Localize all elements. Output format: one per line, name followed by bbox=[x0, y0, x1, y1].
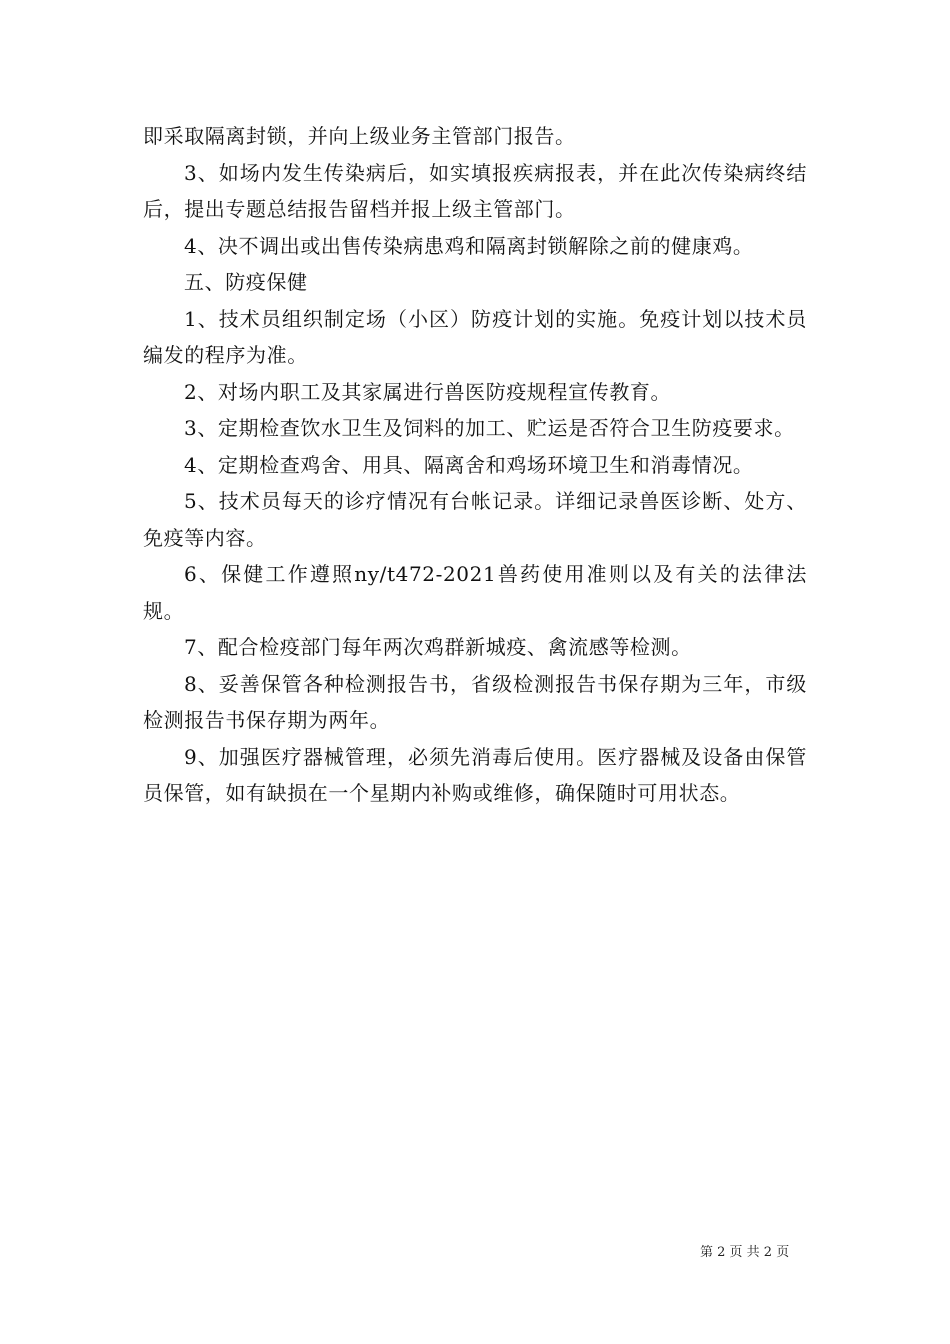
paragraph-item-7-testing: 7、配合检疫部门每年两次鸡群新城疫、禽流感等检测。 bbox=[184, 635, 692, 659]
document-body bbox=[143, 118, 807, 812]
paragraph-item-6-standards: 6、保健工作遵照ny/t472-2021兽药使用准则以及有关的法律法规。 bbox=[143, 562, 807, 623]
paragraph-item-8-reports: 8、妥善保管各种检测报告书，省级检测报告书保存期为三年，市级检测报告书保存期为两年。 bbox=[143, 671, 807, 732]
paragraph-item-4-no-sale: 4、决不调出或出售传染病患鸡和隔离封锁解除之前的健康鸡。 bbox=[184, 233, 754, 258]
paragraph-item-1-plan: 1、技术员组织制定场（小区）防疫计划的实施。免疫计划以技术员编发的程序为准。 bbox=[143, 306, 807, 367]
paragraph-item-2-education: 2、对场内职工及其家属进行兽医防疫规程宣传教育。 bbox=[184, 379, 672, 404]
section-heading-epidemic-prevention: 五、防疫保健 bbox=[184, 270, 308, 294]
paragraph-item-9-equipment: 9、加强医疗器械管理，必须先消毒后使用。医疗器械及设备由保管员保管，如有缺损在一个星期内补购或维修，确保随时可用状态。 bbox=[143, 744, 807, 805]
page-number: 第 2 页 共 2 页 bbox=[700, 1245, 790, 1260]
paragraph-item-4-hygiene: 4、定期检查鸡舍、用具、隔离舍和鸡场环境卫生和消毒情况。 bbox=[184, 452, 754, 477]
paragraph-continuation: 即采取隔离封锁，并向上级业务主管部门报告。 bbox=[143, 124, 576, 148]
paragraph-item-5-records: 5、技术员每天的诊疗情况有台帐记录。详细记录兽医诊断、处方、免疫等内容。 bbox=[143, 489, 807, 550]
paragraph-item-3-report: 3、如场内发生传染病后，如实填报疾病报表，并在此次传染病终结后，提出专题总结报告留档并报上级主管部门。 bbox=[143, 160, 807, 221]
paragraph-item-3-inspection: 3、定期检查饮水卫生及饲料的加工、贮运是否符合卫生防疫要求。 bbox=[184, 416, 795, 440]
